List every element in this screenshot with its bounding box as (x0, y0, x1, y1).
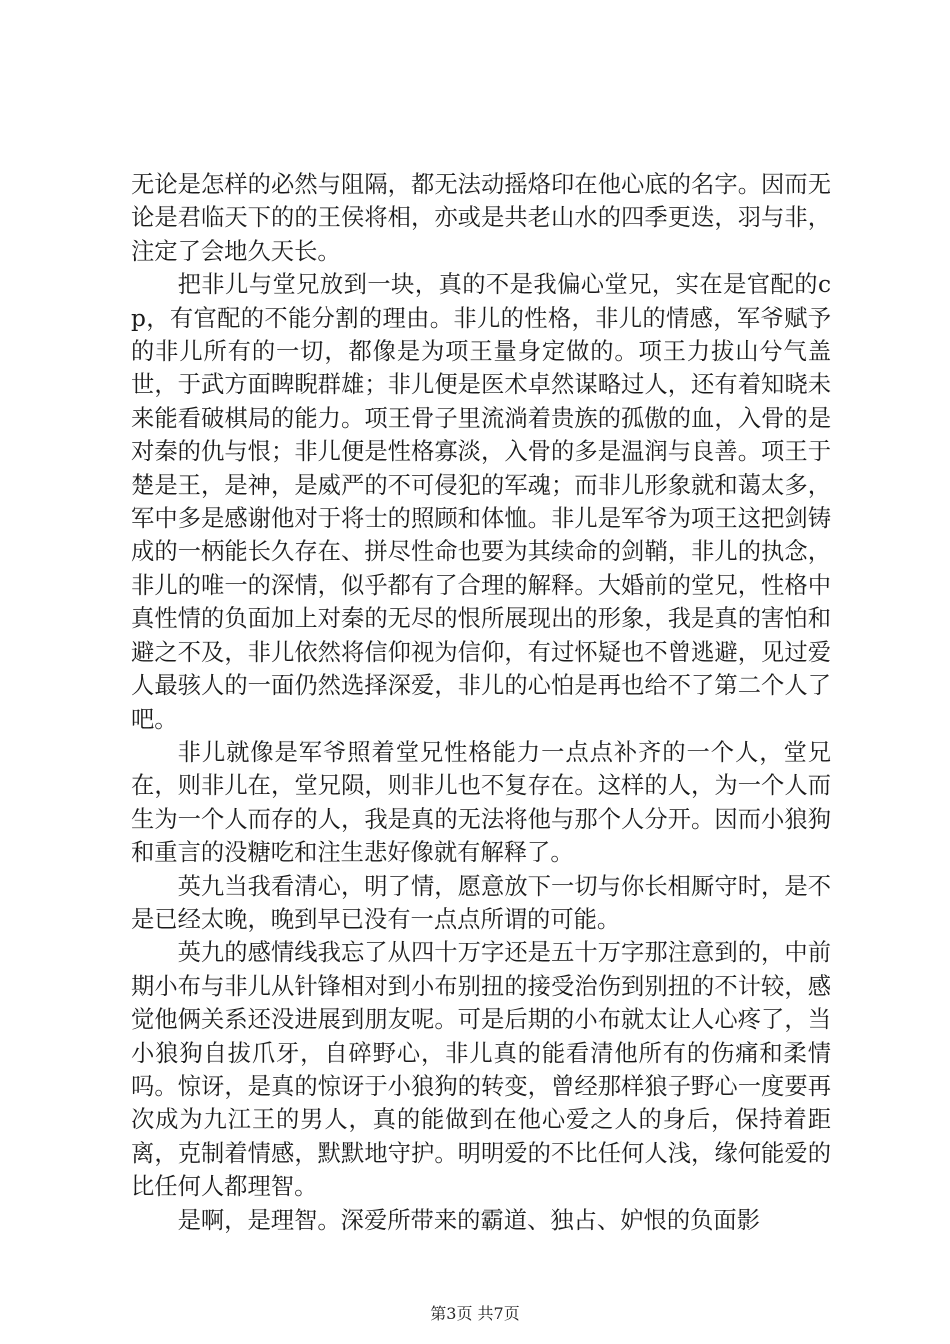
document-body (131, 168, 831, 1237)
paragraph-3: 非儿就像是军爷照着堂兄性格能力一点点补齐的一个人，堂兄在，则非儿在，堂兄陨，则非儿也不复存在。这样的人，为一个人而生为一个人而存的人，我是真的无法将他与那个人分开。因而小狼狗和重言的没糖吃和注生悲好像就有解释了。 (131, 738, 831, 867)
paragraph-5: 英九的感情线我忘了从四十万字还是五十万字那注意到的，中前期小布与非儿从针锋相对到小布别扭的接受治伤到别扭的不计较，感觉他俩关系还没进展到朋友呢。可是后期的小布就太让人心疼了，当小狼狗自拔爪牙，自碎野心，非儿真的能看清他所有的伤痛和柔情吗。惊讶，是真的惊讶于小狼狗的转变，曾经那样狼子野心一度要再次成为九江王的男人，真的能做到在他心爱之人的身后，保持着距离，克制着情感，默默地守护。明明爱的不比任何人浅，缘何能爱的比任何人都理智。 (131, 939, 831, 1201)
page-number-footer: 第3页 共7页 (430, 1304, 520, 1323)
paragraph-1: 无论是怎样的必然与阻隔，都无法动摇烙印在他心底的名字。因而无论是君临天下的的王侯将相，亦或是共老山水的四季更迭，羽与非，注定了会地久天长。 (131, 171, 831, 265)
paragraph-4: 英九当我看清心，明了情，愿意放下一切与你长相厮守时，是不是已经太晚，晚到早已没有一点点所谓的可能。 (131, 872, 831, 933)
paragraph-2: 把非儿与堂兄放到一块，真的不是我偏心堂兄，实在是官配的cp，有官配的不能分割的理由。非儿的性格，非儿的情感，军爷赋予的非儿所有的一切，都像是为项王量身定做的。项王力拔山兮气盖世，于武方面睥睨群雄；非儿便是医术卓然谋略过人，还有着知晓未来能看破棋局的能力。项王骨子里流淌着贵族的孤傲的血，入骨的是对秦的仇与恨；非儿便是性格寡淡，入骨的多是温润与良善。项王于楚是王，是神，是威严的不可侵犯的军魂；而非儿形象就和蔼太多，军中多是感谢他对于将士的照顾和体恤。非儿是军爷为项王这把剑铸成的一柄能长久存在、拼尽性命也要为其续命的剑鞘，非儿的执念，非儿的唯一的深情，似乎都有了合理的解释。大婚前的堂兄，性格中真性情的负面加上对秦的无尽的恨所展现出的形象，我是真的害怕和避之不及，非儿依然将信仰视为信仰，有过怀疑也不曾逃避，见过爱人最骇人的一面仍然选择深爱，非儿的心怕是再也给不了第二个人了吧。 (131, 271, 831, 733)
paragraph-6: 是啊，是理智。深爱所带来的霸道、独占、妒恨的负面影 (177, 1206, 761, 1234)
